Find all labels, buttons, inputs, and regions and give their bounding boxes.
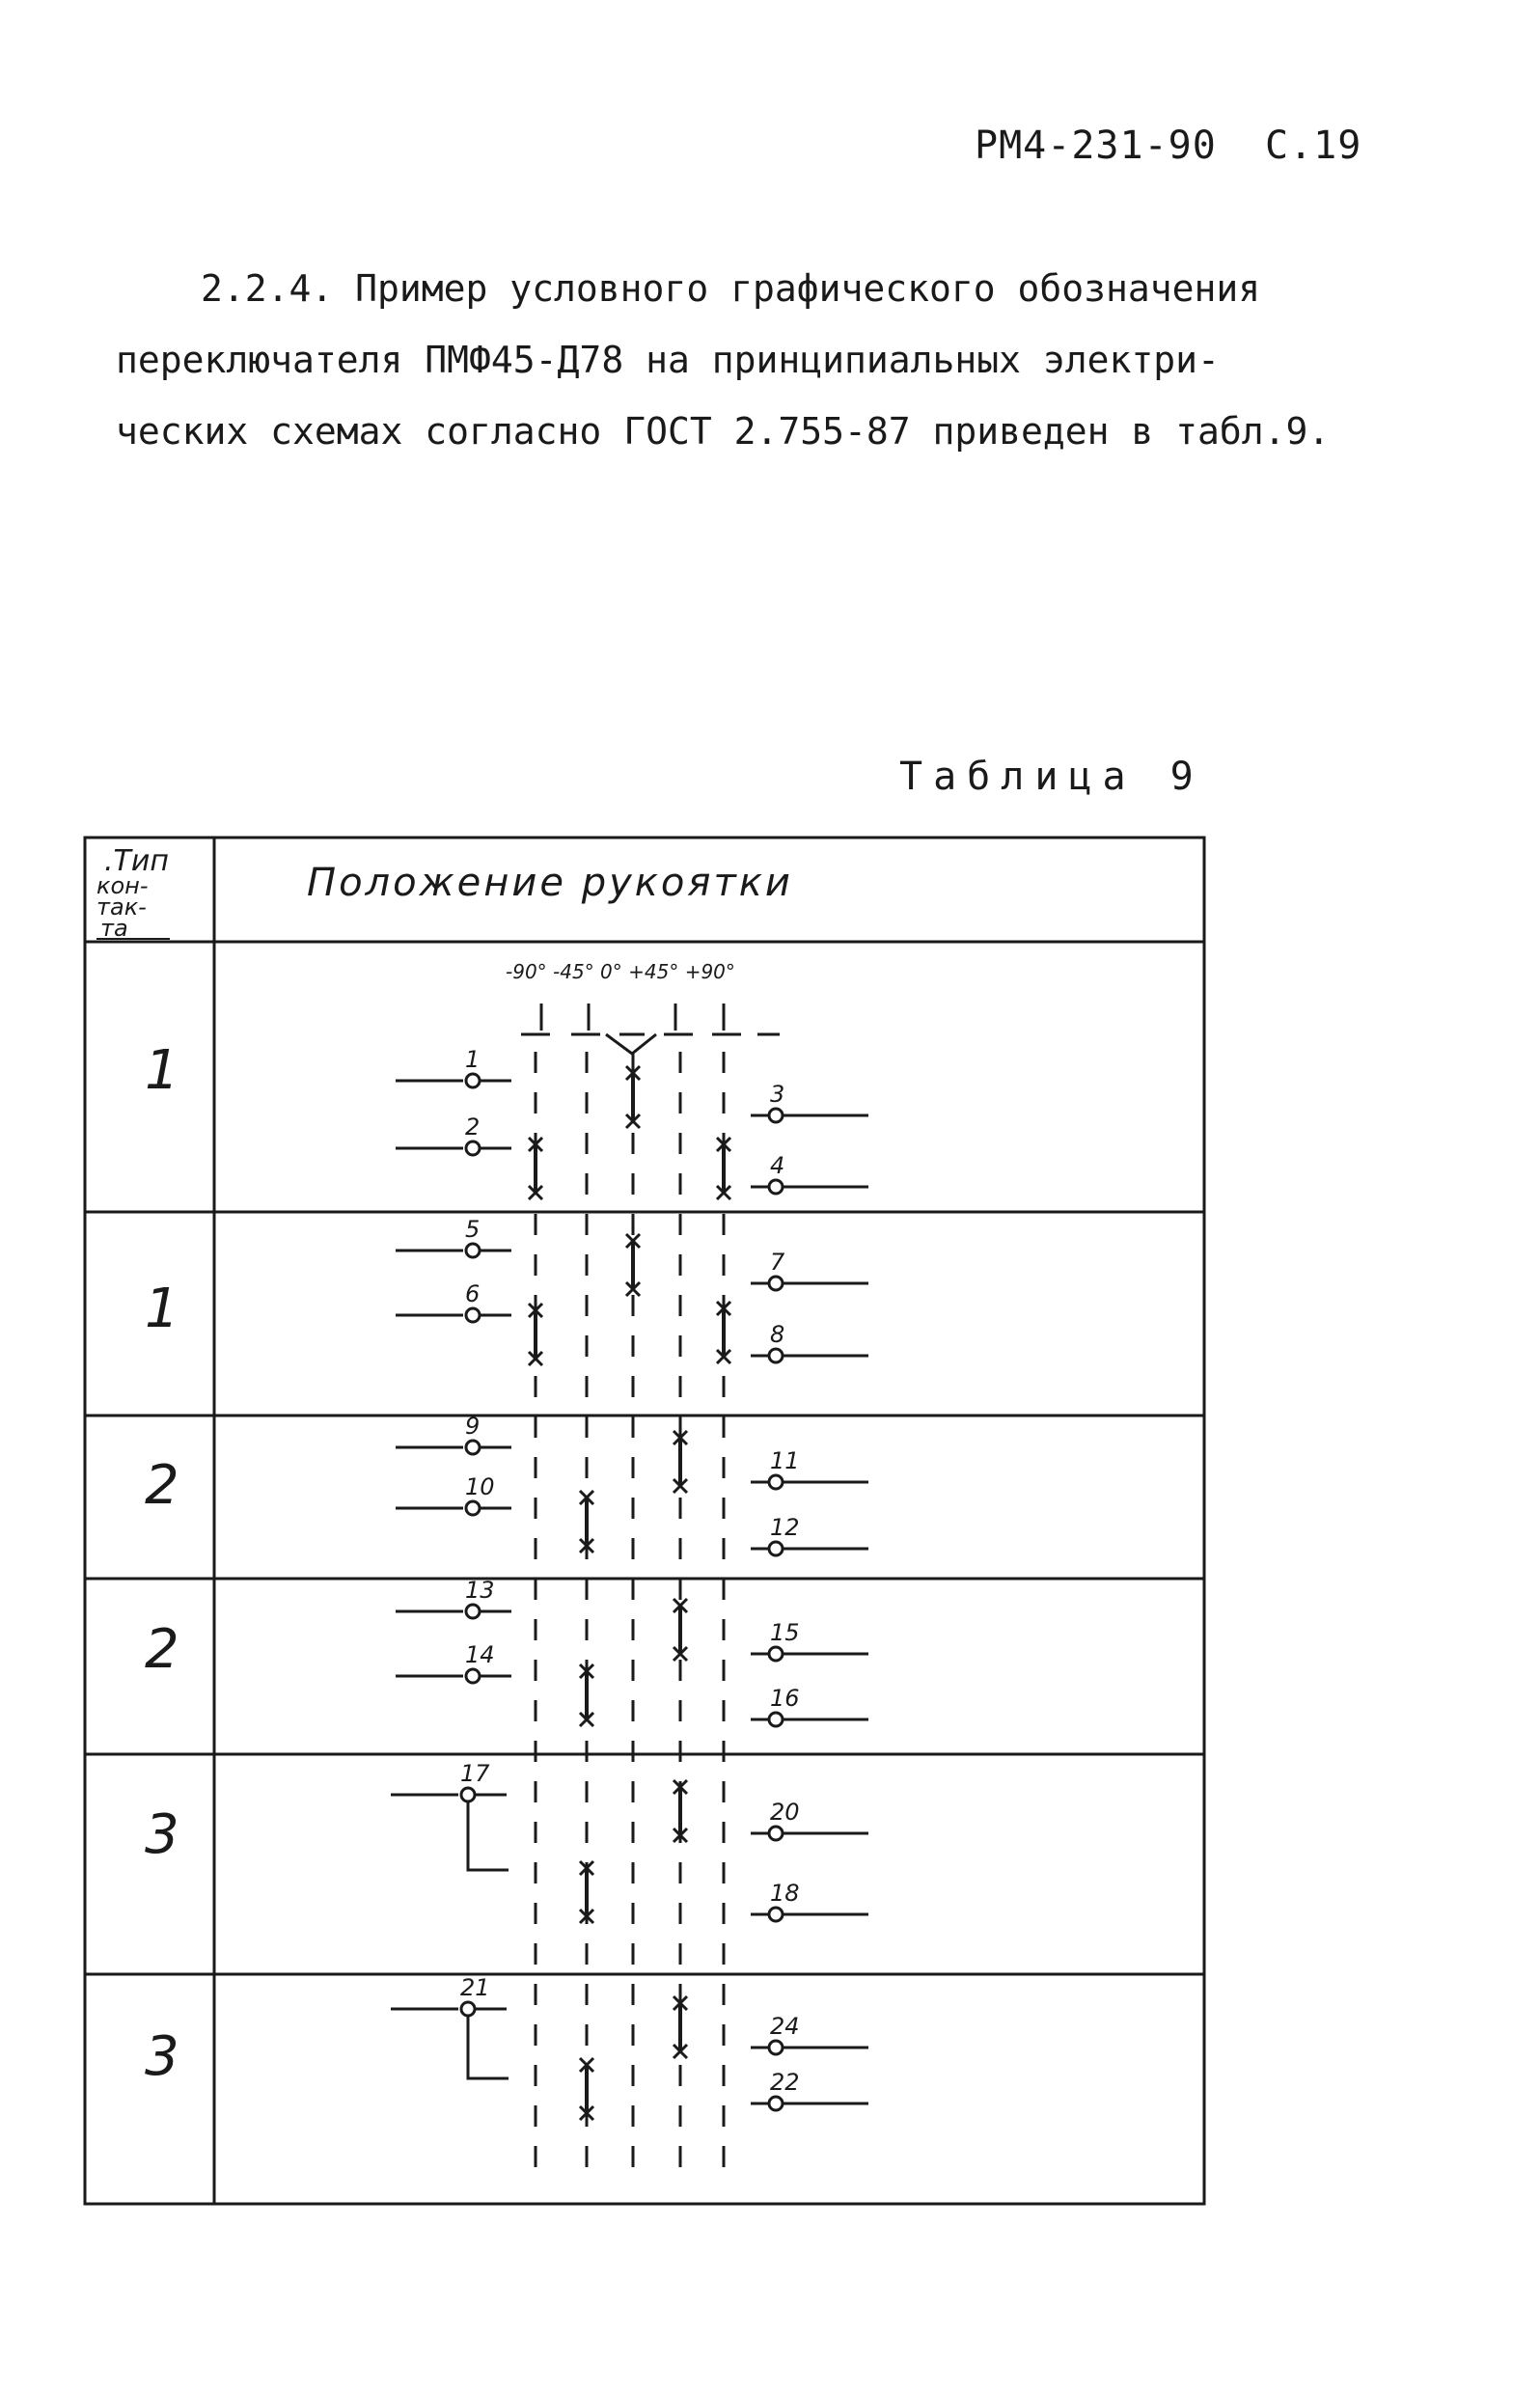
terminal: [466, 1501, 480, 1515]
contact-type: 3: [145, 1803, 179, 1866]
angle-labels: -90° -45° 0° +45° +90°: [506, 960, 735, 983]
terminal: [466, 1074, 480, 1087]
terminal-number: 1: [465, 1046, 481, 1073]
contact-bridge: [468, 2017, 509, 2078]
terminal-number: 17: [460, 1760, 490, 1787]
contact-type: 3: [145, 2025, 179, 2088]
handle-pointer: [606, 1034, 656, 1054]
doc-code: РМ4-231-90: [975, 124, 1217, 168]
terminal-number: 6: [465, 1280, 481, 1307]
terminal: [769, 1827, 783, 1840]
terminal: [466, 1244, 480, 1257]
terminal-number: 2: [465, 1114, 481, 1141]
terminal: [769, 1349, 783, 1362]
col1-header-line: кон-: [96, 872, 149, 899]
terminal: [461, 2002, 475, 2016]
terminal-number: 21: [460, 1974, 490, 2001]
terminal-number: 7: [770, 1249, 785, 1276]
terminal-number: 9: [465, 1413, 481, 1440]
page-number: С.19: [1265, 124, 1362, 168]
terminal-number: 18: [770, 1880, 800, 1907]
terminal-number: 4: [770, 1152, 785, 1179]
paragraph-line: 2.2.4. Пример условного графического обозначения: [201, 267, 1261, 310]
contact-type: 2: [145, 1618, 179, 1681]
terminal-number: 15: [770, 1619, 800, 1646]
terminal-number: 22: [770, 2069, 800, 2096]
paragraph-line: переключателя ПМФ45-Д78 на принципиальных электри-: [116, 339, 1220, 381]
terminal: [769, 1109, 783, 1122]
terminal-number: 5: [465, 1216, 481, 1243]
terminal: [769, 1647, 783, 1661]
terminal-number: 16: [770, 1685, 800, 1712]
terminal-number: 3: [770, 1081, 785, 1108]
terminal: [466, 1441, 480, 1454]
terminal: [769, 1180, 783, 1194]
terminal: [769, 1475, 783, 1489]
terminal-number: 20: [770, 1799, 800, 1826]
contact-type: 1: [145, 1278, 179, 1340]
terminal: [466, 1141, 480, 1155]
col1-header-line: .Тип: [104, 844, 169, 878]
terminal-number: 8: [770, 1321, 785, 1348]
paragraph-line: ческих схемах согласно ГОСТ 2.755-87 приведен в табл.9.: [116, 410, 1331, 453]
terminal: [769, 2041, 783, 2054]
table-caption: Таблица 9: [899, 755, 1204, 799]
col2-header: Положение рукоятки: [307, 861, 793, 905]
terminal-number: 11: [770, 1447, 800, 1474]
contact-bridge: [468, 1802, 509, 1870]
col1-header-line: та: [100, 915, 128, 942]
terminal-number: 24: [770, 2013, 800, 2040]
contact-type: 1: [145, 1039, 179, 1102]
terminal: [769, 2097, 783, 2110]
terminal: [769, 1542, 783, 1555]
table-row-lines: [85, 942, 1204, 1974]
terminal: [461, 1788, 475, 1801]
diagram-cells: [145, 1004, 868, 2186]
terminal-number: 14: [465, 1641, 495, 1668]
col1-header-line: так-: [96, 894, 147, 921]
terminal-number: 10: [465, 1473, 495, 1500]
terminal: [466, 1669, 480, 1683]
terminal-number: 12: [770, 1514, 800, 1541]
terminal: [466, 1308, 480, 1322]
terminal: [769, 1908, 783, 1921]
terminal-number: 13: [465, 1577, 495, 1604]
terminal: [769, 1277, 783, 1290]
terminal: [769, 1713, 783, 1726]
terminal: [466, 1605, 480, 1618]
contact-type: 2: [145, 1454, 179, 1517]
